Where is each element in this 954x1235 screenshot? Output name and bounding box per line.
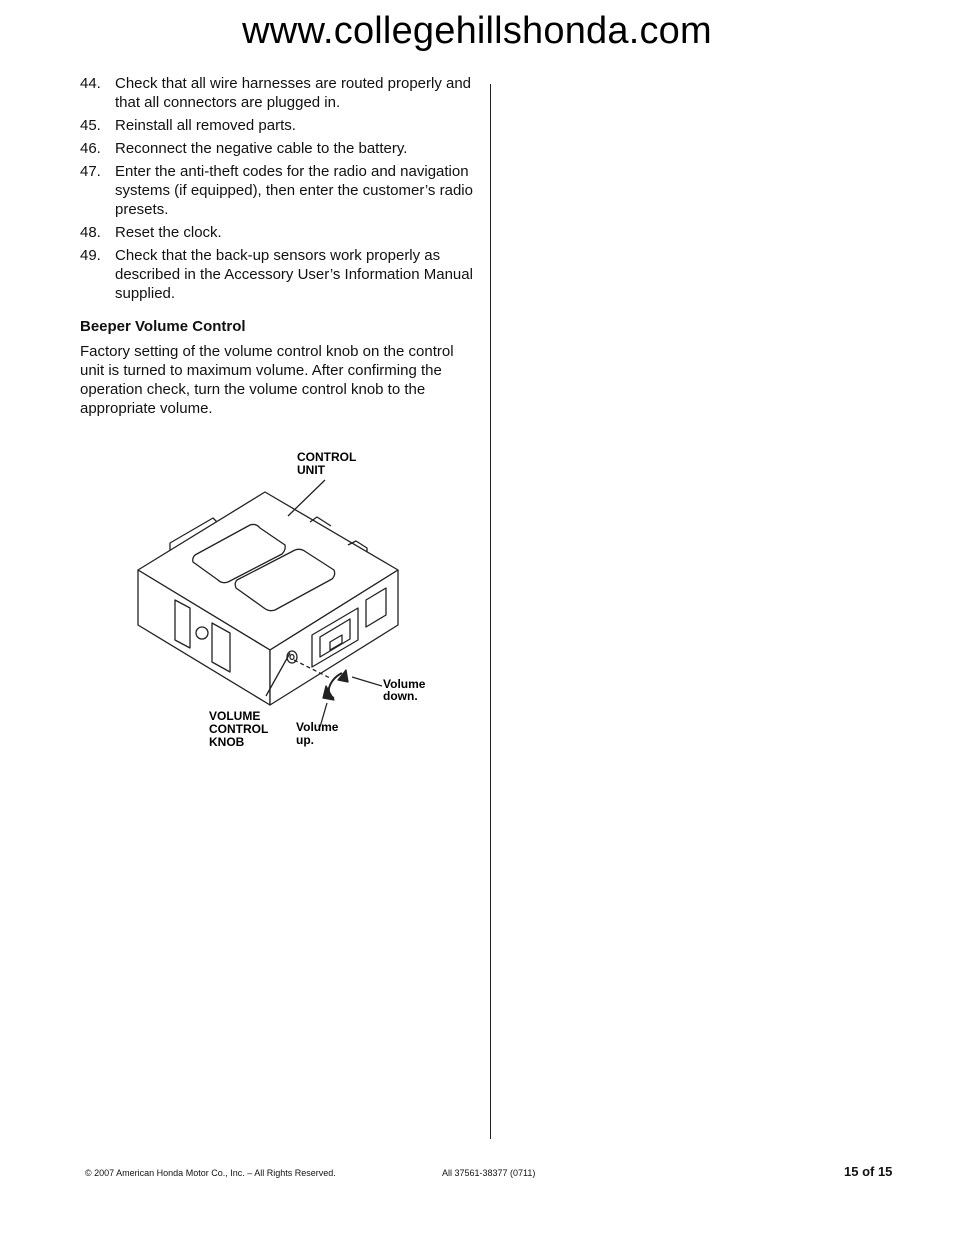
label-control-unit-line2: UNIT — [297, 463, 325, 477]
column-divider — [490, 84, 491, 1139]
label-volume-up-line2: up. — [296, 733, 314, 747]
step-text: Check that all wire harnesses are routed properly and that all connectors are plugged in. — [115, 75, 472, 111]
footer-document-code: All 37561-38377 (0711) — [442, 1168, 536, 1178]
step-number: 45. — [80, 117, 101, 134]
step-text: Enter the anti-theft codes for the radio and navigation systems (if equipped), then enter the customer’s radio presets. — [115, 163, 473, 218]
label-knob-line3: KNOB — [209, 735, 245, 749]
step-item — [80, 223, 475, 242]
control-unit-diagram — [120, 440, 440, 760]
step-text: Reinstall all removed parts. — [115, 117, 296, 134]
step-item — [80, 116, 475, 135]
section-body: Factory setting of the volume control knob on the control unit is turned to maximum volume. After confirming the operation check, turn the volume control knob to the appropriate volume. — [80, 343, 454, 417]
label-knob-line2: CONTROL — [209, 722, 269, 736]
site-header: www.collegehillshonda.com — [242, 10, 712, 52]
step-text: Reconnect the negative cable to the battery. — [115, 140, 408, 157]
label-volume-up-line1: Volume — [296, 720, 339, 734]
label-control-unit-line1: CONTROL — [297, 450, 357, 464]
step-number: 47. — [80, 163, 101, 180]
section-title: Beeper Volume Control — [80, 318, 246, 335]
step-text: Check that the back-up sensors work properly as described in the Accessory User’s Information Manual supplied. — [115, 247, 473, 302]
step-text: Reset the clock. — [115, 224, 222, 241]
step-number: 49. — [80, 247, 101, 264]
step-item — [80, 162, 475, 219]
left-column — [80, 74, 475, 418]
footer-page-number: 15 of 15 — [844, 1164, 893, 1179]
step-number: 48. — [80, 224, 101, 241]
step-item — [80, 139, 475, 158]
leader-volume-down — [352, 677, 382, 686]
step-item — [80, 74, 475, 112]
step-number: 46. — [80, 140, 101, 157]
label-volume-down-line1: Volume — [383, 677, 426, 691]
step-list — [80, 74, 475, 303]
leader-control-unit — [288, 480, 325, 516]
footer-copyright: © 2007 American Honda Motor Co., Inc. – All Rights Reserved. — [85, 1168, 336, 1178]
step-item — [80, 246, 475, 303]
label-volume-down-line2: down. — [383, 689, 418, 703]
label-knob-line1: VOLUME — [209, 709, 261, 723]
step-number: 44. — [80, 75, 101, 92]
